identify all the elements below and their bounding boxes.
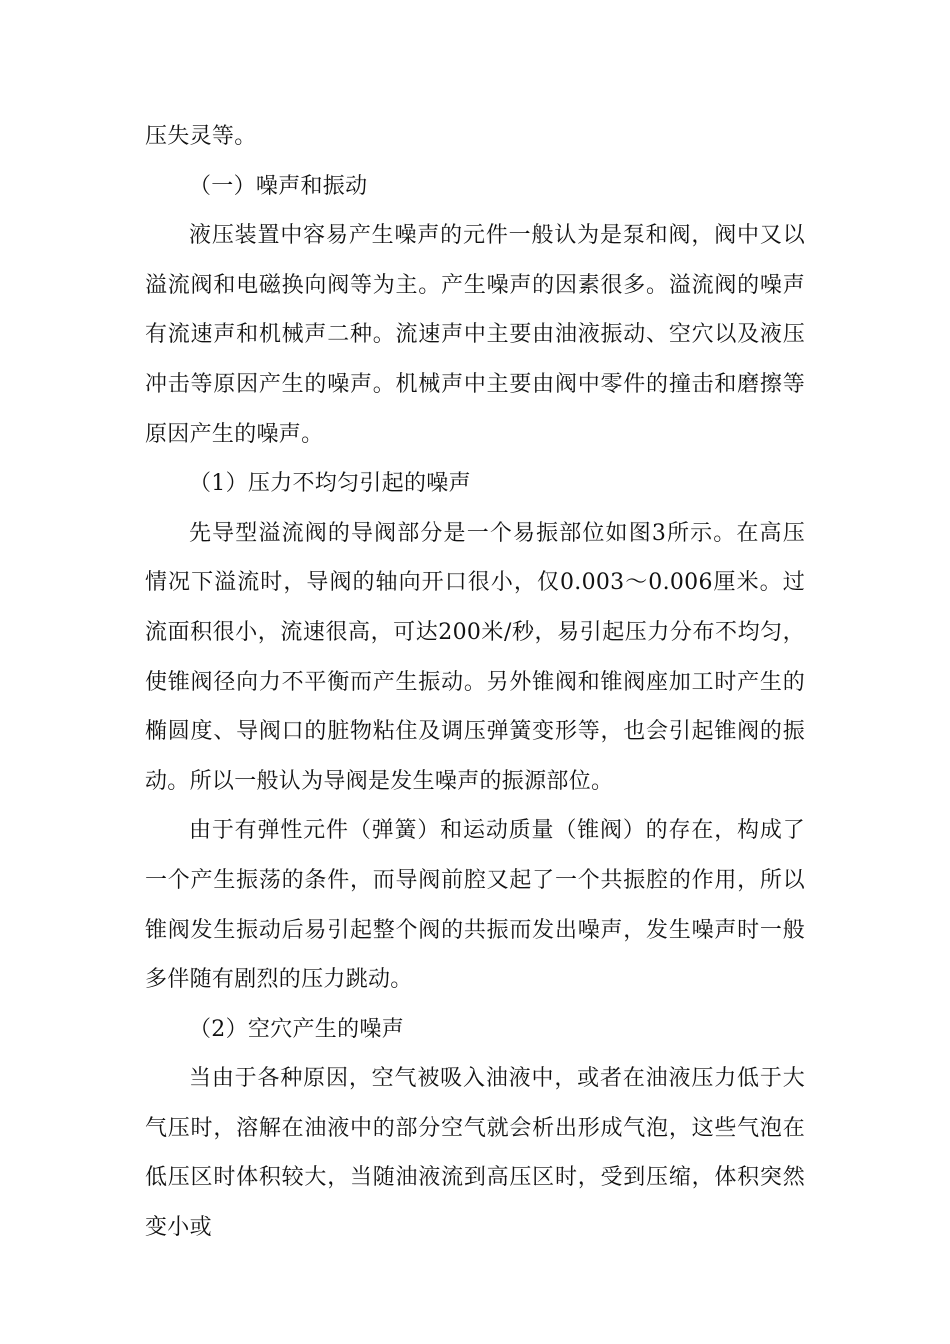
subsection-heading-uneven-pressure: （1）压力不均匀引起的噪声: [189, 471, 471, 497]
paragraph-resonance: 由于有弹性元件（弹簧）和运动质量（锥阀）的存在，构成了一个产生振荡的条件，而导阀前腔又起了一个共振腔的作用，所以锥阀发生振动后易引起整个阀的共振而发出噪声，发生噪声时一般多伴随有剧烈的压力跳动。: [145, 818, 805, 993]
paragraph-continuation: 压失灵等。: [145, 124, 257, 149]
document-body: [145, 112, 805, 1253]
paragraph-cavitation: 当由于各种原因，空气被吸入油液中，或者在油液压力低于大气压时，溶解在油液中的部分空气就会析出形成气泡，这些气泡在低压区时体积较大，当随油液流到高压区时，受到压缩，体积突然变小或: [145, 1066, 805, 1241]
paragraph-pilot-valve-vibration: 先导型溢流阀的导阀部分是一个易振部位如图3所示。在高压情况下溢流时，导阀的轴向开口很小，仅0.003～0.006厘米。过流面积很小，流速很高，可达200米/秒，易引起压力分布不均匀，使锥阀径向力不平衡而产生振动。另外锥阀和锥阀座加工时产生的椭圆度、导阀口的脏物粘住及调压弹簧变形等，也会引起锥阀的振动。所以一般认为导阀是发生噪声的振源部位。: [145, 520, 805, 794]
paragraph-noise-sources: 液压装置中容易产生噪声的元件一般认为是泵和阀，阀中又以溢流阀和电磁换向阀等为主。产生噪声的因素很多。溢流阀的噪声有流速声和机械声二种。流速声中主要由油液振动、空穴以及液压冲击等原因产生的噪声。机械声中主要由阀中零件的撞击和磨擦等原因产生的噪声。: [145, 223, 805, 447]
subsection-heading-cavitation: （2）空穴产生的噪声: [189, 1016, 404, 1042]
section-heading-noise-vibration: （一）噪声和振动: [189, 173, 368, 199]
